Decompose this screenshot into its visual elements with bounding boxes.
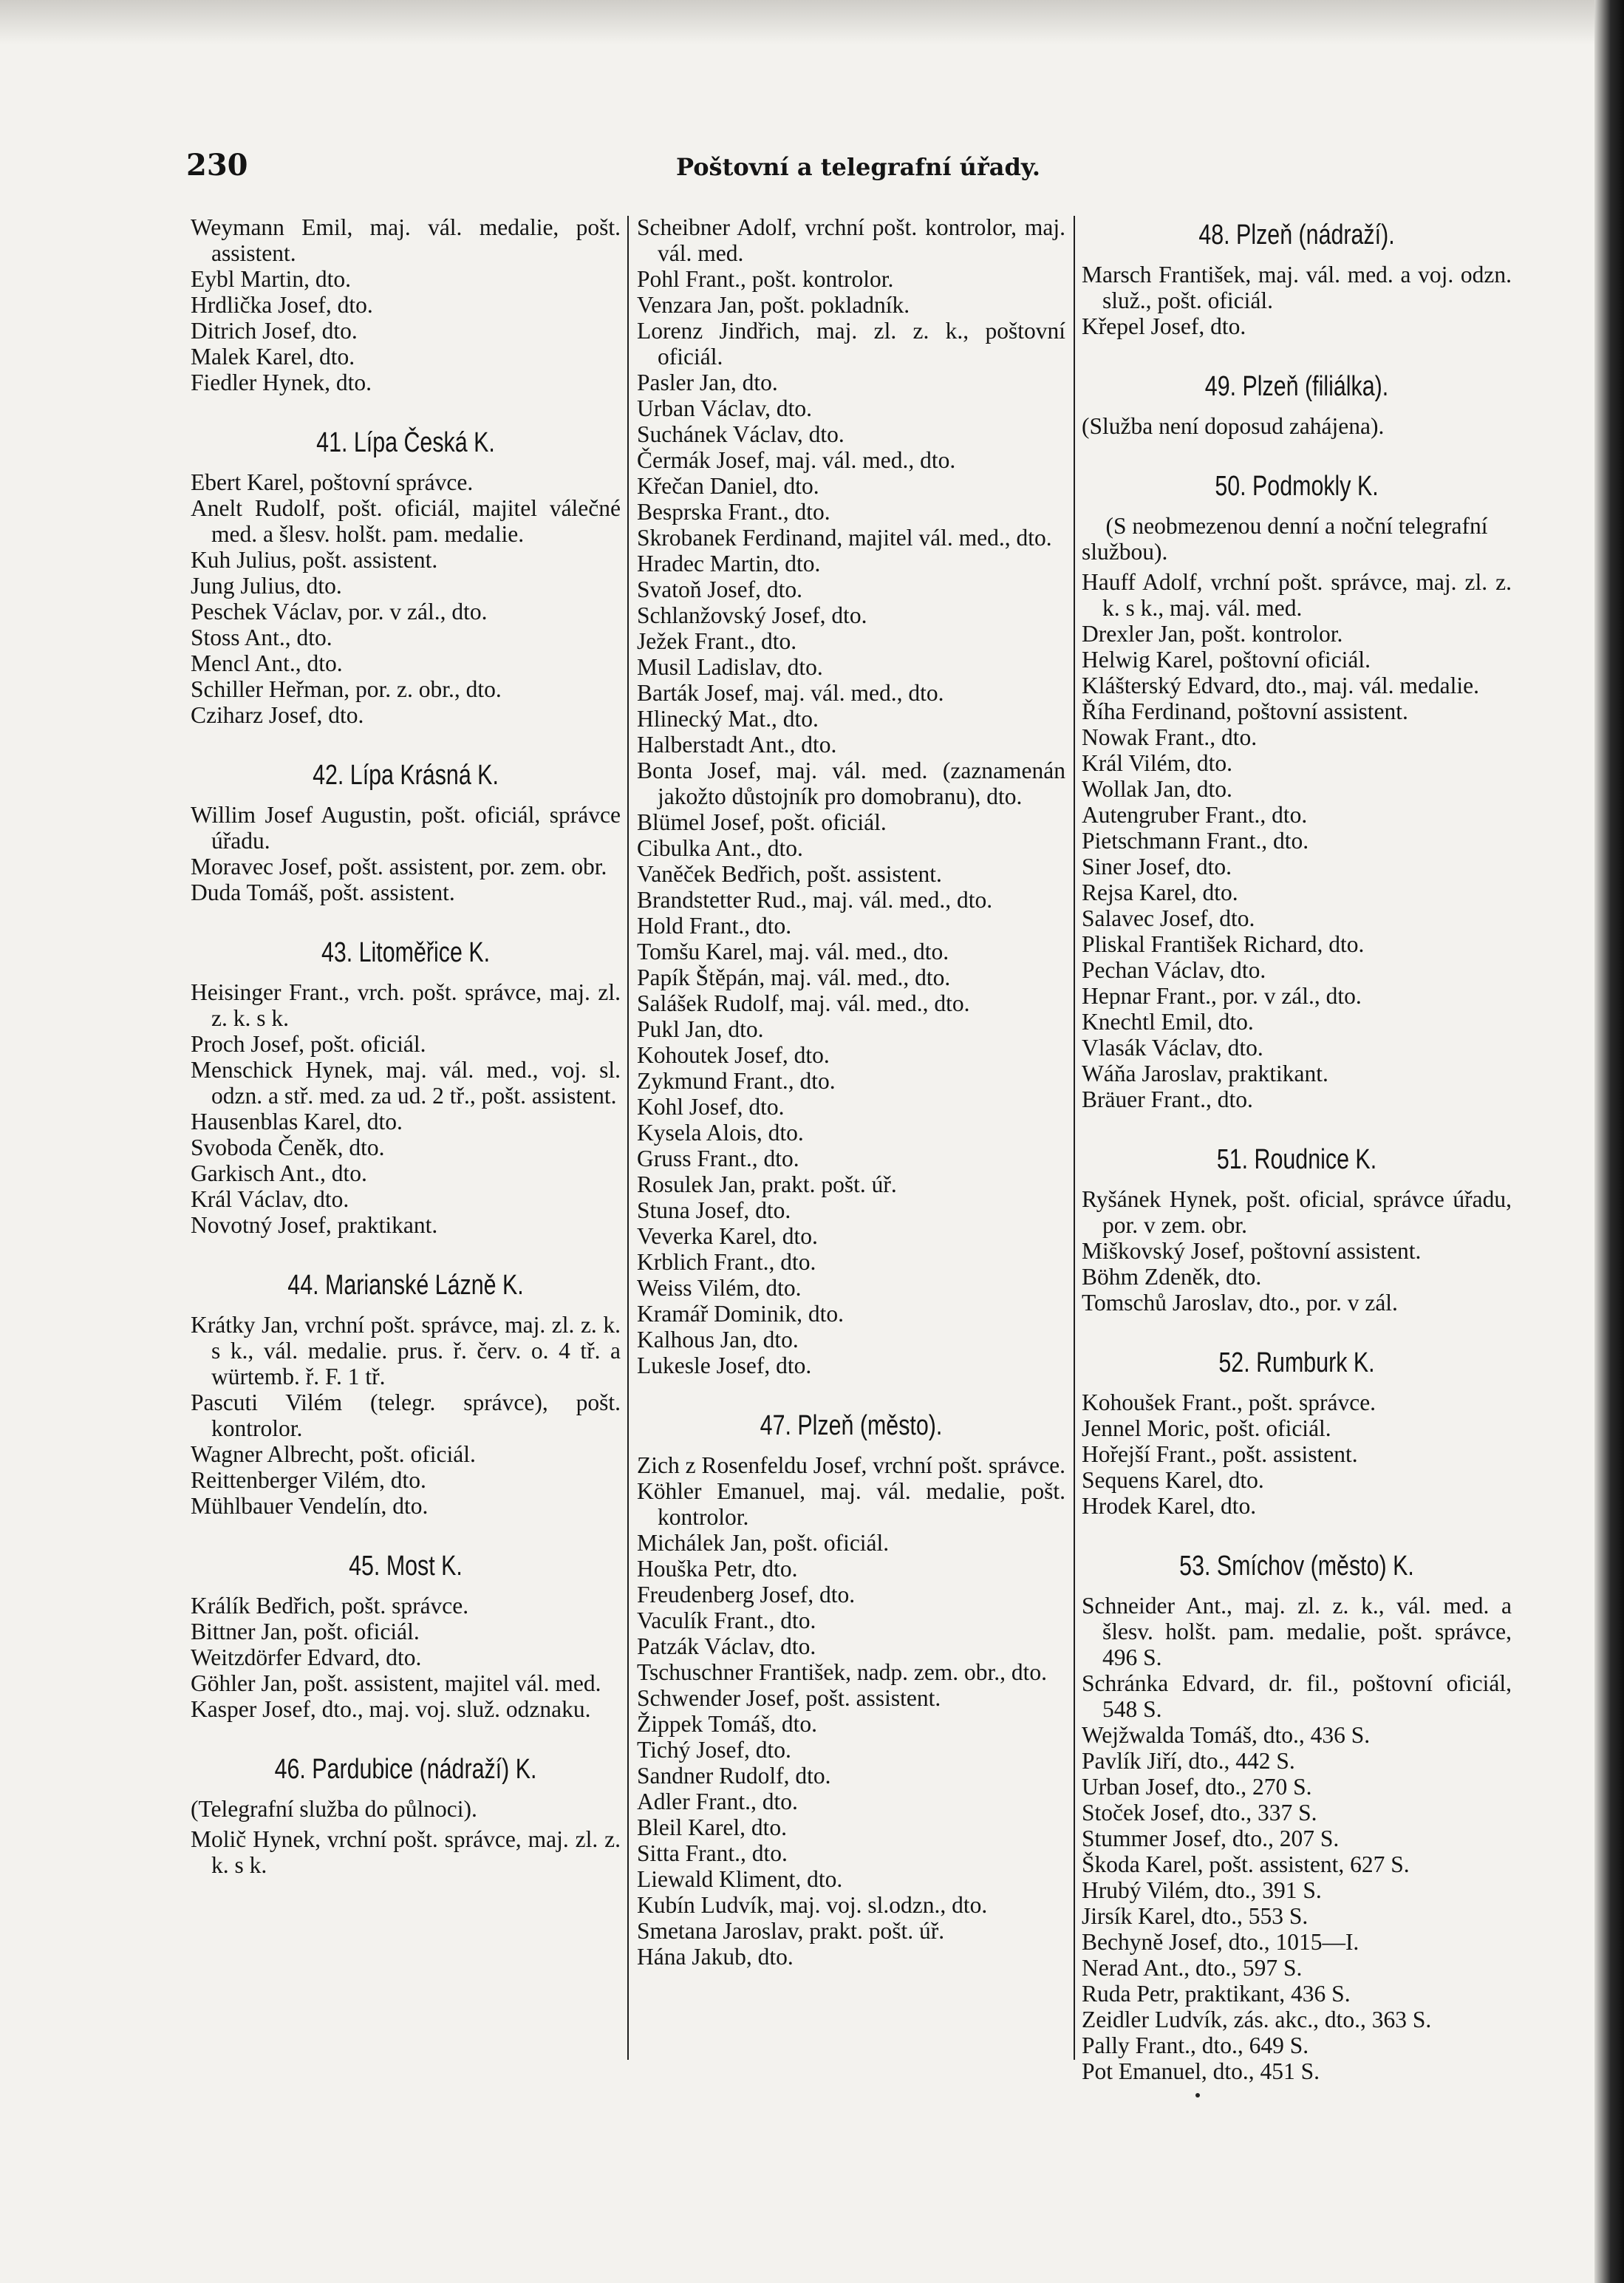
staff-entry: Helwig Karel, poštovní oficiál. — [1082, 647, 1371, 673]
staff-entry: Zeidler Ludvík, zás. akc., dto., 363 S. — [1082, 2007, 1432, 2032]
section-heading: 46. Pardubice (nádraží) K. — [274, 1754, 537, 1785]
staff-entry: Ryšánek Hynek, pošt. oficial, správce úřadu, por. v zem. obr. — [1082, 1186, 1512, 1238]
staff-entry: Schneider Ant., maj. zl. z. k., vál. med. a šlesv. holšt. pam. medalie, pošt. správce, 496 S. — [1082, 1593, 1512, 1670]
section-heading: 43. Litoměřice K. — [321, 937, 491, 968]
staff-entry: Papík Štěpán, maj. vál. med., dto. — [637, 964, 951, 990]
staff-entry: Weitzdörfer Edvard, dto. — [191, 1644, 422, 1670]
staff-entry: Pally Frant., dto., 649 S. — [1082, 2032, 1309, 2058]
staff-entry: Pukl Jan, dto. — [637, 1016, 764, 1042]
staff-entry: Nowak Frant., dto. — [1082, 724, 1258, 750]
staff-entry: Salavec Josef, dto. — [1082, 905, 1255, 931]
staff-entry: Novotný Josef, praktikant. — [191, 1212, 438, 1238]
staff-entry: Sitta Frant., dto. — [637, 1840, 788, 1866]
staff-entry: Král Vilém, dto. — [1082, 750, 1232, 776]
staff-entry: Pohl Frant., pošt. kontrolor. — [637, 266, 894, 292]
staff-entry: Tomschů Jaroslav, dto., por. v zál. — [1082, 1290, 1398, 1316]
staff-entry: Schwender Josef, pošt. assistent. — [637, 1685, 941, 1711]
staff-entry: Mencl Ant., dto. — [191, 650, 343, 676]
staff-entry: Knechtl Emil, dto. — [1082, 1009, 1254, 1035]
section-heading: 51. Roudnice K. — [1216, 1144, 1377, 1175]
staff-entry: Halberstadt Ant., dto. — [637, 732, 837, 758]
section-heading: 48. Plzeň (nádraží). — [1198, 220, 1395, 251]
staff-entry: Köhler Emanuel, maj. vál. medalie, pošt. kontrolor. — [637, 1478, 1065, 1530]
section-heading: 44. Marianské Lázně K. — [287, 1270, 524, 1301]
scan-edge — [1594, 0, 1624, 2283]
staff-entry: Král Václav, dto. — [191, 1186, 349, 1212]
staff-entry: Lukesle Josef, dto. — [637, 1353, 812, 1378]
staff-entry: Skrobanek Ferdinand, majitel vál. med., dto. — [637, 525, 1052, 551]
staff-entry: Křepel Josef, dto. — [1082, 313, 1246, 339]
section-heading: 49. Plzeň (filiálka). — [1204, 371, 1389, 402]
section-note: (Služba není doposud zahájena). — [1082, 413, 1385, 439]
staff-entry: Hrodek Karel, dto. — [1082, 1493, 1257, 1519]
staff-entry: Schiller Heřman, por. z. obr., dto. — [191, 676, 502, 702]
column-divider — [627, 216, 629, 2060]
staff-entry: Lorenz Jindřich, maj. zl. z. k., poštovní oficiál. — [637, 318, 1065, 370]
staff-entry: Kohoutek Josef, dto. — [637, 1042, 830, 1068]
staff-entry: Sequens Karel, dto. — [1082, 1467, 1264, 1493]
staff-entry: Moravec Josef, pošt. assistent, por. zem. obr. — [191, 854, 607, 879]
staff-entry: Urban Václav, dto. — [637, 395, 813, 421]
staff-entry: Králík Bedřich, pošt. správce. — [191, 1593, 469, 1619]
staff-entry: Miškovský Josef, poštovní assistent. — [1082, 1238, 1422, 1264]
page-number: 230 — [186, 148, 248, 183]
staff-entry: Fiedler Hynek, dto. — [191, 370, 372, 395]
staff-entry: Liewald Kliment, dto. — [637, 1866, 843, 1892]
staff-entry: Kasper Josef, dto., maj. voj. služ. odznaku. — [191, 1696, 591, 1722]
staff-entry: Pasler Jan, dto. — [637, 370, 778, 395]
staff-entry: Brandstetter Rud., maj. vál. med., dto. — [637, 887, 993, 913]
staff-entry: Nerad Ant., dto., 597 S. — [1082, 1955, 1303, 1981]
staff-entry: Menschick Hynek, maj. vál. med., voj. sl. odzn. a stř. med. za ud. 2 tř., pošt. assistent. — [191, 1057, 621, 1109]
staff-entry: Říha Ferdinand, poštovní assistent. — [1082, 698, 1408, 724]
staff-entry: Kubín Ludvík, maj. voj. sl.odzn., dto. — [637, 1892, 988, 1918]
staff-entry: Rejsa Karel, dto. — [1082, 879, 1238, 905]
staff-entry: Garkisch Ant., dto. — [191, 1160, 367, 1186]
staff-entry: Kysela Alois, dto. — [637, 1120, 804, 1146]
section-heading: 47. Plzeň (město). — [760, 1410, 943, 1441]
staff-entry: Škoda Karel, pošt. assistent, 627 S. — [1082, 1851, 1410, 1877]
staff-entry: Blümel Josef, pošt. oficiál. — [637, 809, 887, 835]
staff-entry: Svoboda Čeněk, dto. — [191, 1134, 385, 1160]
column-1 — [191, 214, 621, 1878]
staff-entry: Bonta Josef, maj. vál. med. (zaznamenán jakožto důstojník pro domobranu), dto. — [637, 758, 1065, 809]
staff-entry: Kramář Dominik, dto. — [637, 1301, 844, 1327]
section-heading: 53. Smíchov (město) K. — [1179, 1551, 1414, 1582]
staff-entry: Hána Jakub, dto. — [637, 1944, 794, 1970]
staff-entry: Bittner Jan, pošt. oficiál. — [191, 1619, 420, 1644]
staff-entry: Klášterský Edvard, dto., maj. vál. medalie. — [1082, 673, 1479, 698]
staff-entry: Krblich Frant., dto. — [637, 1249, 816, 1275]
staff-entry: Pietschmann Frant., dto. — [1082, 828, 1309, 854]
staff-entry: Weymann Emil, maj. vál. medalie, pošt. assistent. — [191, 214, 621, 266]
staff-entry: Weiss Vilém, dto. — [637, 1275, 802, 1301]
staff-entry: Tschuschner František, nadp. zem. obr., dto. — [637, 1659, 1048, 1685]
section-heading: 42. Lípa Krásná K. — [313, 760, 499, 791]
staff-entry: Křečan Daniel, dto. — [637, 473, 819, 499]
staff-entry: Adler Frant., dto. — [637, 1789, 798, 1814]
staff-entry: Ježek Frant., dto. — [637, 628, 797, 654]
staff-entry: Kohoušek Frant., pošt. správce. — [1082, 1389, 1376, 1415]
section-heading: 50. Podmokly K. — [1215, 471, 1379, 502]
staff-entry: Stoček Josef, dto., 337 S. — [1082, 1800, 1317, 1826]
staff-entry: Scheibner Adolf, vrchní pošt. kontrolor, maj. vál. med. — [637, 214, 1065, 266]
staff-entry: Rosulek Jan, prakt. pošt. úř. — [637, 1171, 897, 1197]
section-heading: 41. Lípa Česká K. — [316, 427, 495, 458]
column-divider — [1074, 216, 1075, 2060]
staff-entry: Pot Emanuel, dto., 451 S. — [1082, 2058, 1320, 2084]
staff-entry: Musil Ladislav, dto. — [637, 654, 823, 680]
column-3 — [1082, 214, 1512, 2084]
section-heading: 52. Rumburk K. — [1218, 1347, 1375, 1378]
staff-entry: Pavlík Jiří, dto., 442 S. — [1082, 1748, 1295, 1774]
staff-entry: Heisinger Frant., vrch. pošt. správce, maj. zl. z. k. s k. — [191, 979, 621, 1031]
staff-entry: Suchánek Václav, dto. — [637, 421, 845, 447]
staff-entry: Kalhous Jan, dto. — [637, 1327, 799, 1353]
staff-entry: Besprska Frant., dto. — [637, 499, 830, 525]
staff-entry: Autengruber Frant., dto. — [1082, 802, 1308, 828]
staff-entry: Göhler Jan, pošt. assistent, majitel vál. med. — [191, 1670, 601, 1696]
staff-entry: Hrdlička Josef, dto. — [191, 292, 373, 318]
staff-entry: Hrubý Vilém, dto., 391 S. — [1082, 1877, 1322, 1903]
staff-entry: Zich z Rosenfeldu Josef, vrchní pošt. správce. — [637, 1452, 1065, 1478]
staff-entry: Reittenberger Vilém, dto. — [191, 1467, 426, 1493]
staff-entry: Tomšu Karel, maj. vál. med., dto. — [637, 939, 949, 964]
staff-entry: Hepnar Frant., por. v zál., dto. — [1082, 983, 1362, 1009]
staff-entry: Vaculík Frant., dto. — [637, 1607, 816, 1633]
staff-entry: Proch Josef, pošt. oficiál. — [191, 1031, 426, 1057]
staff-entry: Pliskal František Richard, dto. — [1082, 931, 1365, 957]
section-note: (Telegrafní služba do půlnoci). — [191, 1796, 477, 1822]
staff-entry: Zykmund Frant., dto. — [637, 1068, 836, 1094]
staff-entry: Hlinecký Mat., dto. — [637, 706, 819, 732]
staff-entry: Hauff Adolf, vrchní pošt. správce, maj. zl. z. k. s k., maj. vál. med. — [1082, 569, 1512, 621]
section-heading: 45. Most K. — [349, 1551, 463, 1582]
staff-entry: Ruda Petr, praktikant, 436 S. — [1082, 1981, 1351, 2007]
staff-entry: Stummer Josef, dto., 207 S. — [1082, 1826, 1340, 1851]
staff-entry: Smetana Jaroslav, prakt. pošt. úř. — [637, 1918, 945, 1944]
staff-entry: Schránka Edvard, dr. fil., poštovní oficiál, 548 S. — [1082, 1670, 1512, 1722]
staff-entry: Jung Julius, dto. — [191, 573, 342, 599]
staff-entry: Veverka Karel, dto. — [637, 1223, 818, 1249]
print-speck — [1195, 2093, 1200, 2097]
staff-entry: Michálek Jan, pošt. oficiál. — [637, 1530, 890, 1556]
staff-entry: Urban Josef, dto., 270 S. — [1082, 1774, 1312, 1800]
staff-entry: Schlanžovský Josef, dto. — [637, 602, 867, 628]
staff-entry: Stoss Ant., dto. — [191, 625, 332, 650]
staff-entry: Žippek Tomáš, dto. — [637, 1711, 817, 1737]
staff-entry: Svatoň Josef, dto. — [637, 576, 802, 602]
staff-entry: Kuh Julius, pošt. assistent. — [191, 547, 438, 573]
staff-entry: Jennel Moric, pošt. oficiál. — [1082, 1415, 1331, 1441]
staff-entry: Houška Petr, dto. — [637, 1556, 798, 1582]
staff-entry: Peschek Václav, por. v zál., dto. — [191, 599, 488, 625]
staff-entry: Stuna Josef, dto. — [637, 1197, 791, 1223]
staff-entry: Hořejší Frant., pošt. assistent. — [1082, 1441, 1358, 1467]
staff-entry: Jirsík Karel, dto., 553 S. — [1082, 1903, 1309, 1929]
staff-entry: Malek Karel, dto. — [191, 344, 355, 370]
staff-entry: Krátky Jan, vrchní pošt. správce, maj. zl. z. k. s k., vál. medalie. prus. ř. červ. o. 4 tř. a würtemb. ř. F. 1 tř. — [191, 1312, 621, 1389]
staff-entry: Venzara Jan, pošt. pokladník. — [637, 292, 910, 318]
staff-entry: Eybl Martin, dto. — [191, 266, 351, 292]
staff-entry: Ditrich Josef, dto. — [191, 318, 358, 344]
staff-entry: Pechan Václav, dto. — [1082, 957, 1266, 983]
staff-entry: Tichý Josef, dto. — [637, 1737, 791, 1763]
staff-entry: Barták Josef, maj. vál. med., dto. — [637, 680, 944, 706]
staff-entry: Siner Josef, dto. — [1082, 854, 1232, 879]
staff-entry: Vlasák Václav, dto. — [1082, 1035, 1263, 1061]
staff-entry: Wagner Albrecht, pošt. oficiál. — [191, 1441, 476, 1467]
staff-entry: Molič Hynek, vrchní pošt. správce, maj. zl. z. k. s k. — [191, 1826, 621, 1878]
column-2 — [637, 214, 1065, 1970]
staff-entry: Kohl Josef, dto. — [637, 1094, 785, 1120]
staff-entry: Mühlbauer Vendelín, dto. — [191, 1493, 429, 1519]
staff-entry: Patzák Václav, dto. — [637, 1633, 816, 1659]
staff-entry: Böhm Zdeněk, dto. — [1082, 1264, 1262, 1290]
staff-entry: Cibulka Ant., dto. — [637, 835, 803, 861]
staff-entry: Hold Frant., dto. — [637, 913, 792, 939]
staff-entry: Sandner Rudolf, dto. — [637, 1763, 831, 1789]
staff-entry: Wáňa Jaroslav, praktikant. — [1082, 1061, 1328, 1086]
staff-entry: Bleil Karel, dto. — [637, 1814, 787, 1840]
staff-entry: Hausenblas Karel, dto. — [191, 1109, 403, 1134]
staff-entry: Anelt Rudolf, pošt. oficiál, majitel válečné med. a šlesv. holšt. pam. medalie. — [191, 495, 621, 547]
staff-entry: Marsch František, maj. vál. med. a voj. odzn. služ., pošt. oficiál. — [1082, 262, 1512, 313]
staff-entry: Wejžwalda Tomáš, dto., 436 S. — [1082, 1722, 1371, 1748]
staff-entry: Hradec Martin, dto. — [637, 551, 821, 576]
staff-entry: Bräuer Frant., dto. — [1082, 1086, 1253, 1112]
staff-entry: Wollak Jan, dto. — [1082, 776, 1232, 802]
staff-entry: Willim Josef Augustin, pošt. oficiál, správce úřadu. — [191, 802, 621, 854]
staff-entry: Cziharz Josef, dto. — [191, 702, 364, 728]
section-note: (S neobmezenou denní a noční telegrafní službou). — [1082, 513, 1488, 565]
staff-entry: Ebert Karel, poštovní správce. — [191, 469, 474, 495]
staff-entry: Drexler Jan, pošt. kontrolor. — [1082, 621, 1343, 647]
running-header: Poštovní a telegrafní úřady. — [676, 153, 1040, 181]
scan-shadow — [0, 0, 1594, 44]
staff-entry: Freudenberg Josef, dto. — [637, 1582, 856, 1607]
staff-entry: Bechyně Josef, dto., 1015—I. — [1082, 1929, 1359, 1955]
staff-entry: Pascuti Vilém (telegr. správce), pošt. kontrolor. — [191, 1389, 621, 1441]
staff-entry: Salášek Rudolf, maj. vál. med., dto. — [637, 990, 970, 1016]
staff-entry: Gruss Frant., dto. — [637, 1146, 799, 1171]
staff-entry: Duda Tomáš, pošt. assistent. — [191, 879, 455, 905]
staff-entry: Vaněček Bedřich, pošt. assistent. — [637, 861, 942, 887]
staff-entry: Čermák Josef, maj. vál. med., dto. — [637, 447, 956, 473]
